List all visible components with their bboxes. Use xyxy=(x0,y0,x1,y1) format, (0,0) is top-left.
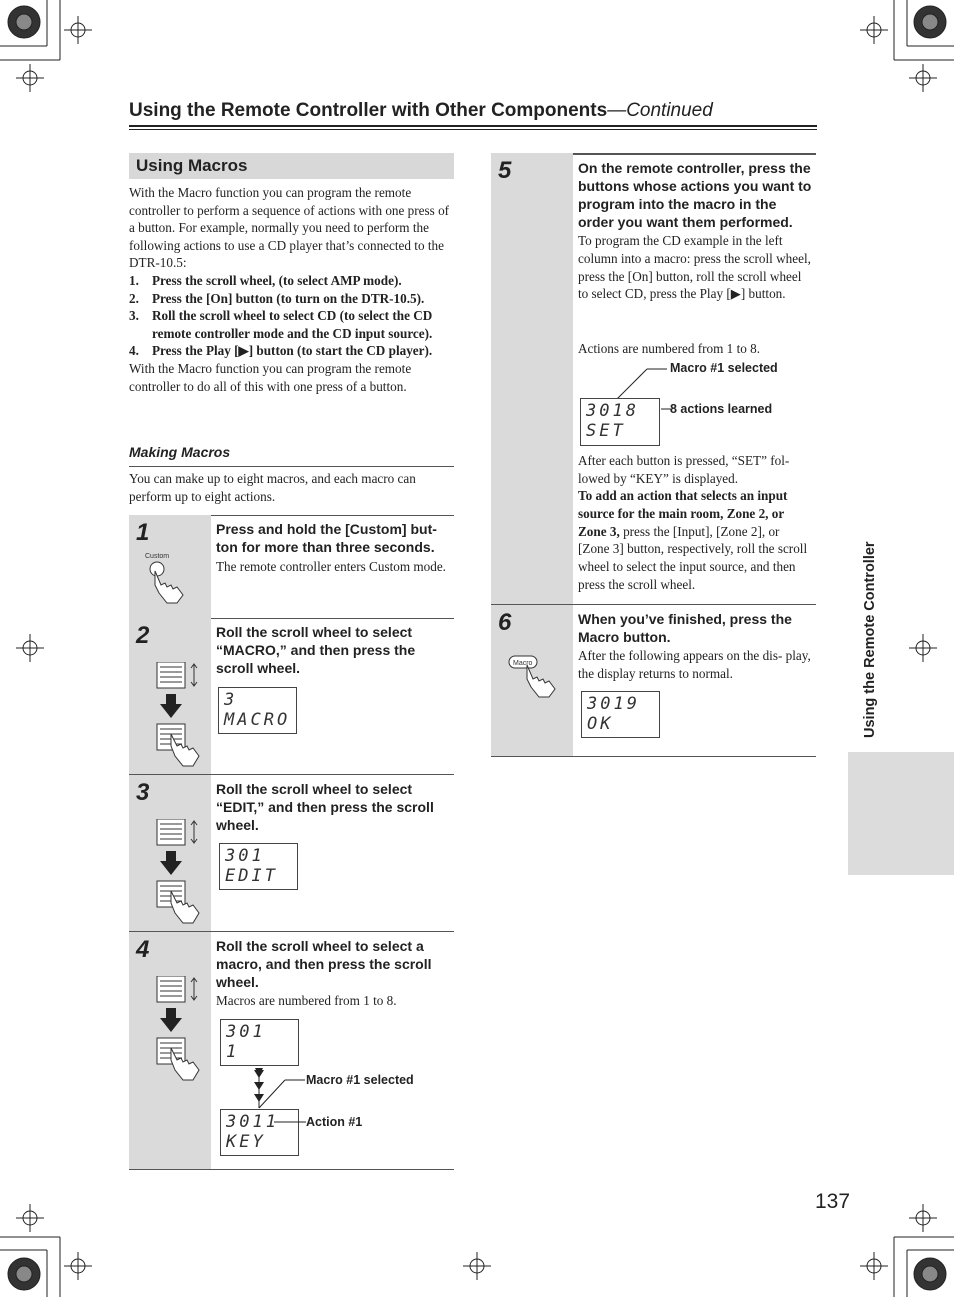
step-body-note: Actions are numbered from 1 to 8. xyxy=(578,341,761,356)
step-2 xyxy=(129,618,454,775)
callout-line xyxy=(274,1120,306,1126)
callout-actions-learned: 8 actions learned xyxy=(670,402,773,416)
page-title-continued: —Continued xyxy=(607,100,713,121)
page-title: Using the Remote Controller with Other Components—Continued xyxy=(129,100,713,121)
callout-macro-selected: Macro #1 selected xyxy=(306,1073,414,1087)
lcd-line-2: OK xyxy=(587,714,614,734)
step-body-input-source: To add an action that selects an input source for the main room, Zone 2, or Zone 3, press the [Input], [Zone 2], or [Zone 3] button, respectively, roll the scroll wheel to select the input source, and then press the scroll wheel. xyxy=(578,488,808,592)
step-heading: Roll the scroll wheel to select “MACRO,” and then press the scroll wheel. xyxy=(216,624,416,676)
lcd-display xyxy=(220,1019,299,1066)
lcd-line-1: 301 xyxy=(225,846,265,866)
scroll-wheel-icon xyxy=(155,976,207,1086)
step-number: 5 xyxy=(498,157,512,184)
step-body: The remote controller enters Custom mode. xyxy=(216,559,446,574)
custom-label: Custom xyxy=(145,553,170,560)
step-3 xyxy=(129,775,454,932)
lcd-display xyxy=(218,687,297,734)
list-item: 3. Roll the scroll wheel to select CD (to select the CD remote controller mode and the CD input source). xyxy=(129,308,433,341)
lcd-line-1: 301 xyxy=(226,1022,266,1042)
step-body: After the following appears on the dis- play, the display returns to normal. xyxy=(578,648,811,681)
step-body-set-key: After each button is pressed, “SET” fol- lowed by “KEY” is displayed. xyxy=(578,453,790,486)
lcd-display xyxy=(580,398,660,446)
step-heading: Roll the scroll wheel to select “EDIT,” and then press the scroll wheel. xyxy=(216,781,434,833)
step-number: 1 xyxy=(136,519,150,546)
lcd-line-1: 3019 xyxy=(587,694,640,714)
lcd-display xyxy=(220,1109,299,1156)
step-body: Macros are numbered from 1 to 8. xyxy=(216,993,397,1008)
step-heading: Roll the scroll wheel to select a macro, and then press the scroll wheel. xyxy=(216,938,432,990)
step-heading: Press and hold the [Custom] but- ton for more than three seconds. xyxy=(216,521,437,555)
title-rule-thin xyxy=(129,129,817,130)
step-number: 6 xyxy=(498,609,512,636)
intro-paragraph: With the Macro function you can program the remote controller to perform a sequence of actions with one press of a button. For example, normally you need to perform the following actions to use a CD player that’s connected to the DTR-10.5: xyxy=(129,185,450,271)
step-body: To program the CD example in the left column into a macro: press the scroll wheel, press the [On] button, roll the scroll wheel to select CD, press the Play [▶] button. xyxy=(578,233,811,302)
lcd-line-2: KEY xyxy=(226,1132,266,1152)
side-tab-block xyxy=(848,752,954,875)
scroll-wheel-icon xyxy=(155,662,207,772)
step-number: 4 xyxy=(136,936,150,963)
list-item: 1. Press the scroll wheel, (to select AMP mode). xyxy=(129,272,402,288)
lcd-line-2: EDIT xyxy=(225,866,278,886)
step-number: 3 xyxy=(136,779,150,806)
outro-paragraph: With the Macro function you can program the remote controller to do all of this with one press of a button. xyxy=(129,360,412,394)
lcd-line-1: 3011 xyxy=(226,1112,279,1132)
list-item: 2. Press the [On] button (to turn on the DTR-10.5). xyxy=(129,290,425,306)
section-heading: Using Macros xyxy=(129,153,454,179)
side-tab-label: Using the Remote Controller xyxy=(862,541,878,738)
step-1 xyxy=(129,515,454,619)
sub-intro-text: You can make up to eight macros, and each macro can perform up to eight actions. xyxy=(129,471,416,504)
lcd-line-2: 1 xyxy=(226,1042,240,1062)
callout-action: Action #1 xyxy=(306,1115,363,1129)
subheading-making-macros: Making Macros xyxy=(129,444,231,460)
macro-button-press-icon xyxy=(507,653,563,699)
page-number: 137 xyxy=(815,1190,851,1213)
scroll-wheel-icon xyxy=(155,819,207,929)
step-6 xyxy=(491,605,816,757)
example-steps-list xyxy=(129,272,454,360)
list-item: 4. Press the Play [▶] button (to start the CD player). xyxy=(129,343,433,359)
lcd-line-1: 3 xyxy=(224,690,238,710)
lcd-line-2: SET xyxy=(586,421,626,441)
title-rule xyxy=(129,125,817,127)
lcd-display xyxy=(219,843,298,890)
custom-button-press-icon xyxy=(143,549,205,605)
step-number: 2 xyxy=(136,622,150,649)
intro-text xyxy=(129,184,454,395)
step-4 xyxy=(129,932,454,1170)
macro-label: Macro xyxy=(513,660,533,667)
lcd-line-2: MACRO xyxy=(224,710,291,730)
step-heading: When you’ve finished, press the Macro button. xyxy=(578,611,792,645)
subheading-rule xyxy=(129,466,454,467)
step-5 xyxy=(491,153,816,605)
lcd-line-1: 3018 xyxy=(586,401,639,421)
lcd-display xyxy=(581,691,660,738)
step-heading: On the remote controller, press the buttons whose actions you want to program into the macro in the order you want them performed. xyxy=(578,160,812,230)
callout-macro-selected: Macro #1 selected xyxy=(670,361,778,375)
